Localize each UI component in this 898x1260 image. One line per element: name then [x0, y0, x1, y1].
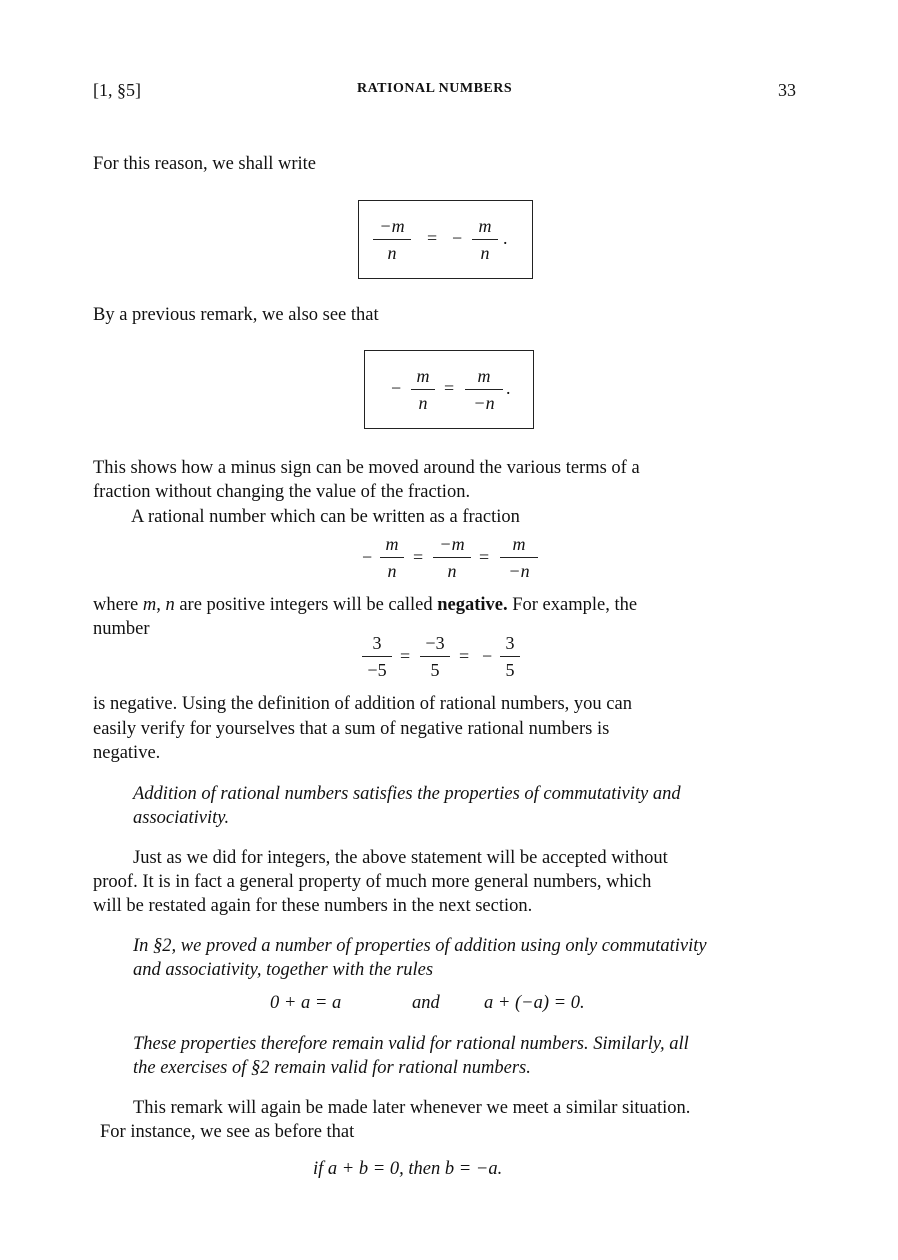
fraction-m-over-neg-n: m −n: [500, 533, 538, 582]
minus-sign: −: [452, 228, 463, 248]
equation-zero-identity: 0 + a = a: [270, 993, 342, 1013]
paragraph-5-line-2: number: [93, 619, 150, 639]
equals-sign: =: [400, 646, 411, 666]
equation-negative-forms: [360, 533, 560, 585]
boxed-equation-2: [364, 350, 534, 429]
equals-sign: =: [444, 378, 455, 398]
remark-continued-line-2: the exercises of §2 remain valid for rational numbers.: [133, 1058, 531, 1078]
paragraph-3-line-2: fraction without changing the value of the fraction.: [93, 482, 471, 502]
period: .: [506, 378, 511, 398]
paragraph-2: By a previous remark, we also see that: [93, 305, 379, 325]
running-title: RATIONAL NUMBERS: [357, 81, 513, 96]
fraction-neg-m-over-n: −m n: [373, 215, 411, 264]
equation-and: and: [412, 993, 440, 1013]
fraction-m-over-n: m n: [472, 215, 498, 264]
paragraph-6-line-2: easily verify for yourselves that a sum of negative rational numbers is: [93, 719, 610, 739]
section-reference: [1, §5]: [93, 80, 141, 100]
minus-sign: −: [482, 646, 493, 666]
equals-sign: =: [427, 228, 438, 248]
remark-continued-line-1: These properties therefore remain valid for rational numbers. Similarly, all: [133, 1034, 689, 1054]
fraction-m-over-n: m n: [411, 365, 435, 414]
equation-additive-inverse: a + (−a) = 0.: [484, 993, 585, 1013]
equals-sign: =: [459, 646, 470, 666]
paragraph-7-line-2: proof. It is in fact a general property of much more general numbers, which: [93, 872, 652, 892]
paragraph-8-line-1: This remark will again be made later whenever we meet a similar situation.: [133, 1098, 691, 1118]
equation-three-fifths: [362, 632, 552, 684]
page-number: 33: [778, 80, 796, 100]
paragraph-6-line-1: is negative. Using the definition of addition of rational numbers, you can: [93, 694, 632, 714]
paragraph-3-line-1: This shows how a minus sign can be moved around the various terms of a: [93, 458, 640, 478]
remark-line-1: In §2, we proved a number of properties of addition using only commutativity: [133, 936, 707, 956]
paragraph-4: A rational number which can be written as a fraction: [131, 507, 520, 527]
period: .: [503, 228, 508, 248]
paragraph-1: For this reason, we shall write: [93, 154, 316, 174]
fraction-3-over-5: 3 5: [500, 632, 520, 681]
fraction-m-over-n: m n: [380, 533, 404, 582]
equals-sign: =: [479, 547, 490, 567]
theorem-statement-line-1: Addition of rational numbers satisfies the properties of commutativity and: [133, 784, 681, 804]
paragraph-8-line-2: For instance, we see as before that: [100, 1122, 355, 1142]
equation-inverse-uniqueness: if a + b = 0, then b = −a.: [313, 1159, 503, 1179]
paragraph-7-line-3: will be restated again for these numbers in the next section.: [93, 896, 533, 916]
equals-sign: =: [413, 547, 424, 567]
boxed-equation-1: [358, 200, 533, 279]
term-negative: negative.: [437, 595, 508, 615]
minus-sign: −: [362, 547, 373, 567]
fraction-m-over-neg-n: m −n: [465, 365, 503, 414]
fraction-3-over-neg-5: 3 −5: [362, 632, 392, 681]
theorem-statement-line-2: associativity.: [133, 808, 230, 828]
fraction-neg-m-over-n: −m n: [433, 533, 471, 582]
remark-line-2: and associativity, together with the rules: [133, 960, 434, 980]
paragraph-5-line-1: where m, n are positive integers will be called negative. For example, the: [93, 595, 638, 615]
minus-sign: −: [391, 378, 402, 398]
paragraph-7-line-1: Just as we did for integers, the above statement will be accepted without: [133, 848, 668, 868]
fraction-neg-3-over-5: −3 5: [420, 632, 450, 681]
paragraph-6-line-3: negative.: [93, 743, 161, 763]
